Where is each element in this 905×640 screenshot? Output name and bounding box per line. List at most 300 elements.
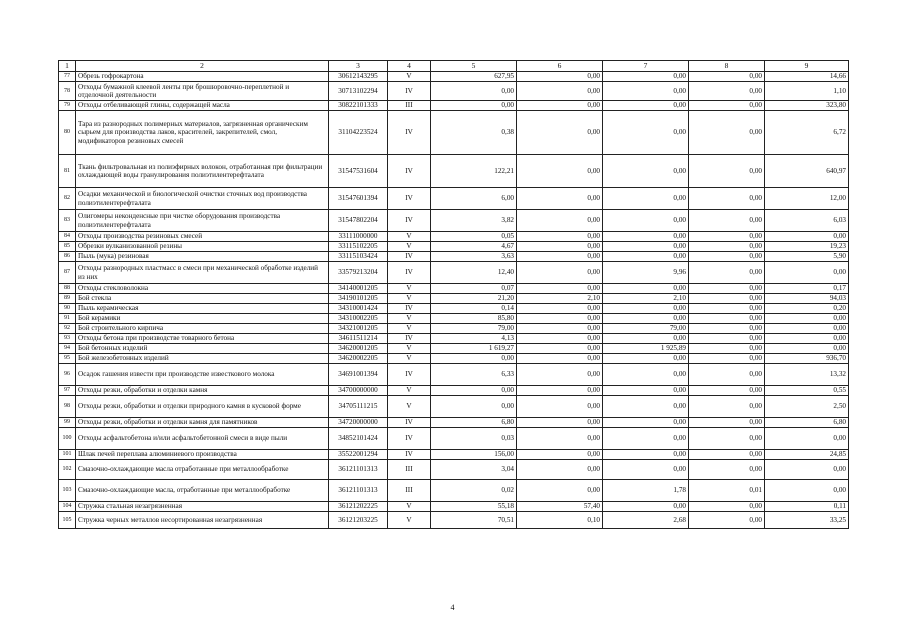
waste-name: Отходы резки, обработки и отделки камня для памятников: [76, 418, 329, 428]
waste-name: Отходы бетона при производстве товарного бетона: [76, 334, 329, 344]
value-col-8: 0,00: [689, 324, 765, 334]
table-row: [59, 460, 849, 480]
table-row: [59, 334, 849, 344]
value-col-8: 0,00: [689, 210, 765, 232]
value-col-6: 0,00: [517, 82, 603, 101]
value-col-6: 0,00: [517, 284, 603, 294]
value-col-9: 13,32: [765, 364, 849, 386]
value-col-7: 0,00: [603, 210, 689, 232]
fkko-code: 36121101313: [329, 480, 388, 502]
row-number: 82: [59, 188, 76, 210]
row-number: 84: [59, 232, 76, 242]
row-number: 100: [59, 428, 76, 450]
table-row: [59, 396, 849, 418]
waste-name: Отходы резки, обработки и отделки природного камня в кусковой форме: [76, 396, 329, 418]
value-col-6: 0,00: [517, 460, 603, 480]
fkko-code: 34852101424: [329, 428, 388, 450]
hazard-class: V: [388, 242, 431, 252]
value-col-9: 12,00: [765, 188, 849, 210]
hazard-class: IV: [388, 334, 431, 344]
value-col-9: 0,11: [765, 502, 849, 512]
waste-name: Стружка стальная незагрязненная: [76, 502, 329, 512]
waste-name: Олигомеры неконденсные при чистке оборудования производства полиэтилентерефталата: [76, 210, 329, 232]
header-cell: 2: [76, 61, 329, 72]
value-col-7: 0,00: [603, 460, 689, 480]
hazard-class: V: [388, 386, 431, 396]
value-col-5: 156,00: [431, 450, 517, 460]
value-col-5: 6,33: [431, 364, 517, 386]
hazard-class: IV: [388, 262, 431, 284]
header-row: [59, 61, 849, 72]
hazard-class: IV: [388, 252, 431, 262]
table-row: [59, 72, 849, 82]
value-col-6: 0,00: [517, 344, 603, 354]
waste-name: Ткань фильтровальная из полиэфирных волокон, отработанная при фильтрации охлаждающей воды гранулирования полиэтилентерефталата: [76, 155, 329, 188]
waste-table: [58, 60, 849, 529]
value-col-6: 0,00: [517, 210, 603, 232]
table-row: [59, 354, 849, 364]
fkko-code: 34700000000: [329, 386, 388, 396]
fkko-code: 34190101205: [329, 294, 388, 304]
waste-name: Бой керамики: [76, 314, 329, 324]
fkko-code: 34620002205: [329, 354, 388, 364]
row-number: 93: [59, 334, 76, 344]
value-col-6: 0,00: [517, 354, 603, 364]
value-col-8: 0,00: [689, 242, 765, 252]
row-number: 78: [59, 82, 76, 101]
value-col-8: 0,00: [689, 450, 765, 460]
row-number: 88: [59, 284, 76, 294]
value-col-7: 0,00: [603, 72, 689, 82]
value-col-8: 0,00: [689, 101, 765, 111]
table-row: [59, 428, 849, 450]
value-col-8: 0,00: [689, 460, 765, 480]
value-col-9: 323,80: [765, 101, 849, 111]
value-col-8: 0,00: [689, 252, 765, 262]
value-col-5: 0,14: [431, 304, 517, 314]
value-col-5: 0,05: [431, 232, 517, 242]
value-col-9: 936,70: [765, 354, 849, 364]
value-col-8: 0,00: [689, 284, 765, 294]
value-col-7: 0,00: [603, 314, 689, 324]
value-col-7: 1,78: [603, 480, 689, 502]
value-col-5: 0,03: [431, 428, 517, 450]
table-row: [59, 386, 849, 396]
row-number: 94: [59, 344, 76, 354]
value-col-5: 0,02: [431, 480, 517, 502]
header-cell: 5: [431, 61, 517, 72]
value-col-5: 0,00: [431, 386, 517, 396]
table-row: [59, 188, 849, 210]
fkko-code: 34310001424: [329, 304, 388, 314]
fkko-code: 33115103424: [329, 252, 388, 262]
value-col-8: 0,00: [689, 82, 765, 101]
value-col-9: 0,00: [765, 334, 849, 344]
row-number: 87: [59, 262, 76, 284]
fkko-code: 34691001394: [329, 364, 388, 386]
value-col-7: 0,00: [603, 386, 689, 396]
value-col-7: 0,00: [603, 396, 689, 418]
table-row: [59, 155, 849, 188]
table-row: [59, 111, 849, 155]
fkko-code: 31547601394: [329, 188, 388, 210]
row-number: 99: [59, 418, 76, 428]
value-col-9: 0,00: [765, 480, 849, 502]
value-col-6: 0,00: [517, 155, 603, 188]
hazard-class: IV: [388, 418, 431, 428]
value-col-6: 0,00: [517, 450, 603, 460]
table-row: [59, 232, 849, 242]
hazard-class: III: [388, 460, 431, 480]
value-col-5: 4,67: [431, 242, 517, 252]
hazard-class: III: [388, 480, 431, 502]
table-row: [59, 480, 849, 502]
value-col-5: 6,00: [431, 188, 517, 210]
waste-name: Отходы асфальтобетона и/или асфальтобетонной смеси в виде пыли: [76, 428, 329, 450]
fkko-code: 31104223524: [329, 111, 388, 155]
row-number: 79: [59, 101, 76, 111]
hazard-class: V: [388, 344, 431, 354]
value-col-5: 6,80: [431, 418, 517, 428]
hazard-class: IV: [388, 210, 431, 232]
table-row: [59, 344, 849, 354]
value-col-8: 0,00: [689, 294, 765, 304]
hazard-class: IV: [388, 304, 431, 314]
page-number: 4: [450, 603, 455, 612]
value-col-8: 0,00: [689, 512, 765, 529]
value-col-8: 0,00: [689, 314, 765, 324]
table-row: [59, 364, 849, 386]
fkko-code: 30713102294: [329, 82, 388, 101]
row-number: 90: [59, 304, 76, 314]
value-col-9: 0,00: [765, 314, 849, 324]
hazard-class: V: [388, 314, 431, 324]
table-row: [59, 210, 849, 232]
table-row: [59, 262, 849, 284]
value-col-6: 0,00: [517, 386, 603, 396]
value-col-5: 3,82: [431, 210, 517, 232]
table-row: [59, 324, 849, 334]
waste-name: Шлак печей переплава алюминиевого производства: [76, 450, 329, 460]
value-col-5: 0,00: [431, 354, 517, 364]
value-col-9: 0,00: [765, 324, 849, 334]
value-col-9: 0,00: [765, 262, 849, 284]
waste-name: Стружка черных металлов несортированная незагрязненная: [76, 512, 329, 529]
hazard-class: V: [388, 354, 431, 364]
value-col-9: 5,90: [765, 252, 849, 262]
value-col-6: 0,00: [517, 242, 603, 252]
header-cell: 8: [689, 61, 765, 72]
fkko-code: 33115102205: [329, 242, 388, 252]
value-col-7: 0,00: [603, 232, 689, 242]
waste-name: Пыль (мука) резиновая: [76, 252, 329, 262]
fkko-code: 34140001205: [329, 284, 388, 294]
row-number: 105: [59, 512, 76, 529]
table-row: [59, 101, 849, 111]
row-number: 77: [59, 72, 76, 82]
value-col-9: 94,03: [765, 294, 849, 304]
value-col-5: 0,07: [431, 284, 517, 294]
value-col-9: 0,20: [765, 304, 849, 314]
value-col-6: 0,10: [517, 512, 603, 529]
row-number: 104: [59, 502, 76, 512]
waste-name: Отходы стекловолокна: [76, 284, 329, 294]
table-row: [59, 82, 849, 101]
value-col-7: 0,00: [603, 252, 689, 262]
row-number: 101: [59, 450, 76, 460]
header-cell: 3: [329, 61, 388, 72]
value-col-6: 0,00: [517, 334, 603, 344]
table-row: [59, 512, 849, 529]
row-number: 95: [59, 354, 76, 364]
fkko-code: 34611511214: [329, 334, 388, 344]
value-col-8: 0,00: [689, 188, 765, 210]
value-col-8: 0,00: [689, 72, 765, 82]
value-col-8: 0,00: [689, 386, 765, 396]
waste-name: Отходы бумажной клеевой ленты при брошюровочно-переплетной и отделочной деятельности: [76, 82, 329, 101]
fkko-code: 36121101313: [329, 460, 388, 480]
value-col-7: 0,00: [603, 428, 689, 450]
value-col-5: 85,80: [431, 314, 517, 324]
hazard-class: IV: [388, 155, 431, 188]
value-col-7: 0,00: [603, 82, 689, 101]
value-col-6: 0,00: [517, 428, 603, 450]
value-col-8: 0,00: [689, 304, 765, 314]
value-col-5: 0,00: [431, 82, 517, 101]
value-col-8: 0,00: [689, 344, 765, 354]
value-col-5: 0,00: [431, 101, 517, 111]
fkko-code: 36121203225: [329, 512, 388, 529]
table-body: [59, 72, 849, 529]
value-col-9: 24,85: [765, 450, 849, 460]
value-col-9: 19,23: [765, 242, 849, 252]
value-col-7: 0,00: [603, 418, 689, 428]
hazard-class: IV: [388, 82, 431, 101]
value-col-6: 0,00: [517, 101, 603, 111]
value-col-9: 640,97: [765, 155, 849, 188]
value-col-5: 1 619,27: [431, 344, 517, 354]
waste-name: Обрезки вулканизованной резины: [76, 242, 329, 252]
value-col-6: 0,00: [517, 324, 603, 334]
waste-name: Отходы производства резиновых смесей: [76, 232, 329, 242]
hazard-class: V: [388, 232, 431, 242]
value-col-7: 0,00: [603, 155, 689, 188]
value-col-6: 0,00: [517, 314, 603, 324]
value-col-6: 0,00: [517, 396, 603, 418]
value-col-7: 9,96: [603, 262, 689, 284]
row-number: 85: [59, 242, 76, 252]
value-col-6: 0,00: [517, 262, 603, 284]
table-row: [59, 284, 849, 294]
value-col-5: 0,38: [431, 111, 517, 155]
value-col-9: 0,00: [765, 428, 849, 450]
value-col-8: 0,00: [689, 262, 765, 284]
value-col-8: 0,01: [689, 480, 765, 502]
hazard-class: IV: [388, 428, 431, 450]
value-col-6: 0,00: [517, 111, 603, 155]
value-col-9: 14,66: [765, 72, 849, 82]
value-col-5: 627,95: [431, 72, 517, 82]
row-number: 92: [59, 324, 76, 334]
header-cell: 1: [59, 61, 76, 72]
value-col-5: 12,40: [431, 262, 517, 284]
hazard-class: V: [388, 512, 431, 529]
waste-name: Осадок гашения извести при производстве известкового молока: [76, 364, 329, 386]
value-col-7: 0,00: [603, 354, 689, 364]
value-col-7: 0,00: [603, 101, 689, 111]
value-col-7: 0,00: [603, 188, 689, 210]
value-col-7: 1 925,89: [603, 344, 689, 354]
waste-name: Бой стекла: [76, 294, 329, 304]
value-col-6: 0,00: [517, 72, 603, 82]
value-col-5: 55,18: [431, 502, 517, 512]
header-cell: 4: [388, 61, 431, 72]
row-number: 91: [59, 314, 76, 324]
value-col-7: 0,00: [603, 284, 689, 294]
value-col-8: 0,00: [689, 396, 765, 418]
hazard-class: V: [388, 502, 431, 512]
value-col-8: 0,00: [689, 334, 765, 344]
table-row: [59, 242, 849, 252]
value-col-7: 0,00: [603, 242, 689, 252]
value-col-9: 0,00: [765, 460, 849, 480]
fkko-code: 33579213204: [329, 262, 388, 284]
value-col-8: 0,00: [689, 428, 765, 450]
value-col-8: 0,00: [689, 364, 765, 386]
value-col-7: 0,00: [603, 450, 689, 460]
hazard-class: V: [388, 396, 431, 418]
waste-name: Пыль керамическая: [76, 304, 329, 314]
row-number: 81: [59, 155, 76, 188]
value-col-7: 0,00: [603, 111, 689, 155]
row-number: 89: [59, 294, 76, 304]
hazard-class: IV: [388, 111, 431, 155]
hazard-class: V: [388, 324, 431, 334]
waste-name: Осадки механической и биологической очистки сточных вод производства полиэтилентерефталата: [76, 188, 329, 210]
value-col-6: 0,00: [517, 418, 603, 428]
hazard-class: V: [388, 294, 431, 304]
table-row: [59, 304, 849, 314]
fkko-code: 30612143295: [329, 72, 388, 82]
table-row: [59, 418, 849, 428]
row-number: 102: [59, 460, 76, 480]
value-col-9: 6,03: [765, 210, 849, 232]
value-col-8: 0,00: [689, 354, 765, 364]
value-col-9: 6,80: [765, 418, 849, 428]
row-number: 103: [59, 480, 76, 502]
value-col-6: 0,00: [517, 232, 603, 242]
fkko-code: 35522001294: [329, 450, 388, 460]
fkko-code: 34720000000: [329, 418, 388, 428]
waste-name: Отходы резки, обработки и отделки камня: [76, 386, 329, 396]
table-row: [59, 314, 849, 324]
value-col-7: 2,68: [603, 512, 689, 529]
table-row: [59, 294, 849, 304]
fkko-code: 33111000000: [329, 232, 388, 242]
value-col-5: 3,63: [431, 252, 517, 262]
value-col-9: 1,10: [765, 82, 849, 101]
value-col-9: 0,17: [765, 284, 849, 294]
value-col-8: 0,00: [689, 418, 765, 428]
waste-name: Смазочно-охлаждающие масла отработанные при металлообработке: [76, 460, 329, 480]
value-col-5: 4,13: [431, 334, 517, 344]
value-col-9: 0,55: [765, 386, 849, 396]
value-col-8: 0,00: [689, 502, 765, 512]
fkko-code: 30822101333: [329, 101, 388, 111]
value-col-9: 2,50: [765, 396, 849, 418]
value-col-7: 0,00: [603, 502, 689, 512]
row-number: 97: [59, 386, 76, 396]
fkko-code: 34705111215: [329, 396, 388, 418]
value-col-7: 0,00: [603, 304, 689, 314]
row-number: 98: [59, 396, 76, 418]
fkko-code: 34321001205: [329, 324, 388, 334]
value-col-5: 3,04: [431, 460, 517, 480]
hazard-class: IV: [388, 364, 431, 386]
value-col-9: 0,00: [765, 232, 849, 242]
table-row: [59, 252, 849, 262]
hazard-class: III: [388, 101, 431, 111]
value-col-8: 0,00: [689, 232, 765, 242]
value-col-6: 0,00: [517, 364, 603, 386]
value-col-8: 0,00: [689, 111, 765, 155]
value-col-6: 0,00: [517, 480, 603, 502]
fkko-code: 34620001205: [329, 344, 388, 354]
value-col-6: 0,00: [517, 304, 603, 314]
table-row: [59, 502, 849, 512]
header-cell: 7: [603, 61, 689, 72]
value-col-7: 2,10: [603, 294, 689, 304]
value-col-9: 6,72: [765, 111, 849, 155]
value-col-6: 2,10: [517, 294, 603, 304]
hazard-class: V: [388, 284, 431, 294]
value-col-5: 70,51: [431, 512, 517, 529]
value-col-7: 79,00: [603, 324, 689, 334]
row-number: 80: [59, 111, 76, 155]
row-number: 86: [59, 252, 76, 262]
value-col-9: 0,00: [765, 344, 849, 354]
fkko-code: 34310002205: [329, 314, 388, 324]
value-col-6: 0,00: [517, 252, 603, 262]
waste-name: Отходы разнородных пластмасс в смеси при механической обработке изделий из них: [76, 262, 329, 284]
hazard-class: V: [388, 72, 431, 82]
value-col-5: 79,00: [431, 324, 517, 334]
waste-name: Смазочно-охлаждающие масла, отработанные при металлообработке: [76, 480, 329, 502]
value-col-6: 57,40: [517, 502, 603, 512]
hazard-class: IV: [388, 188, 431, 210]
row-number: 83: [59, 210, 76, 232]
hazard-class: IV: [388, 450, 431, 460]
waste-name: Бой строительного кирпича: [76, 324, 329, 334]
fkko-code: 31547802204: [329, 210, 388, 232]
fkko-code: 31547531604: [329, 155, 388, 188]
value-col-9: 33,25: [765, 512, 849, 529]
value-col-8: 0,00: [689, 155, 765, 188]
row-number: 96: [59, 364, 76, 386]
table-row: [59, 450, 849, 460]
value-col-5: 0,00: [431, 396, 517, 418]
header-cell: 6: [517, 61, 603, 72]
waste-name: Бой железобетонных изделий: [76, 354, 329, 364]
value-col-6: 0,00: [517, 188, 603, 210]
value-col-5: 21,20: [431, 294, 517, 304]
value-col-7: 0,00: [603, 334, 689, 344]
waste-name: Тара из разнородных полимерных материалов, загрязненная органическим сырьем для производства лаков, красителей, закрепителей, смол, модификаторов резиновых смесей: [76, 111, 329, 155]
fkko-code: 36121202225: [329, 502, 388, 512]
header-cell: 9: [765, 61, 849, 72]
waste-name: Бой бетонных изделий: [76, 344, 329, 354]
waste-name: Обрезь гофрокартона: [76, 72, 329, 82]
